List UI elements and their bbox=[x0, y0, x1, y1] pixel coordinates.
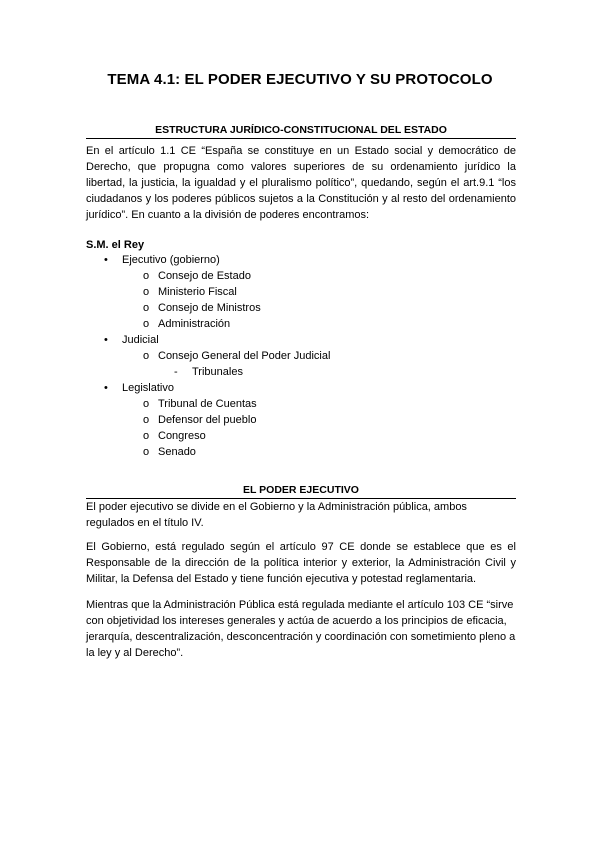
circle-bullet-icon: o bbox=[143, 318, 150, 330]
list-item: Administración bbox=[158, 318, 231, 330]
intro-paragraph: En el artículo 1.1 CE “España se constituye en un Estado social y democrático de Derecho, que propugna como valores superiores de su ordenamiento jurídico la libertad, la justicia, la igualdad y el pluralismo político”, quedando, según el art.9.1 “los ciudadanos y los poderes públicos sujetos a la Constitución y al resto del ordenamiento jurídico”. En cuanto a la división de poderes encontramos: bbox=[86, 145, 516, 221]
circle-bullet-icon: o bbox=[143, 270, 150, 282]
paragraph: El poder ejecutivo se divide en el Gobierno y la Administración pública, ambos regulados en el título IV. bbox=[86, 501, 467, 529]
dash-bullet-icon: - bbox=[174, 366, 178, 378]
paragraph: El Gobierno, está regulado según el artículo 97 CE donde se establece que es el Responsable de la dirección de la política interior y exterior, la Administración Civil y Militar, la Defensa del Estado y tiene función ejecutiva y potestad reglamentaria. bbox=[86, 541, 516, 585]
list-item: Senado bbox=[158, 446, 196, 458]
list-item: Consejo de Ministros bbox=[158, 302, 261, 314]
section-heading-executive: EL PODER EJECUTIVO bbox=[86, 484, 516, 499]
section-heading-structure: ESTRUCTURA JURÍDICO-CONSTITUCIONAL DEL ESTADO bbox=[86, 124, 516, 139]
circle-bullet-icon: o bbox=[143, 350, 150, 362]
list-item: Consejo General del Poder Judicial bbox=[158, 350, 331, 362]
bullet-icon: • bbox=[104, 382, 108, 394]
power-executive: Ejecutivo (gobierno) bbox=[122, 254, 220, 266]
bullet-icon: • bbox=[104, 254, 108, 266]
circle-bullet-icon: o bbox=[143, 430, 150, 442]
circle-bullet-icon: o bbox=[143, 286, 150, 298]
circle-bullet-icon: o bbox=[143, 414, 150, 426]
list-item: Congreso bbox=[158, 430, 206, 442]
circle-bullet-icon: o bbox=[143, 302, 150, 314]
king-label: S.M. el Rey bbox=[86, 239, 145, 251]
list-item: Ministerio Fiscal bbox=[158, 286, 237, 298]
page-title: TEMA 4.1: EL PODER EJECUTIVO Y SU PROTOCOLO bbox=[107, 71, 493, 88]
list-item: Defensor del pueblo bbox=[158, 414, 257, 426]
list-item: Tribunales bbox=[192, 366, 243, 378]
list-item: Tribunal de Cuentas bbox=[158, 398, 257, 410]
paragraph: Mientras que la Administración Pública está regulada mediante el artículo 103 CE “sirve con objetividad los intereses generales y actúa de acuerdo a los principios de eficacia, jerarquía, descentralización, desconcentración y coordinación con sometimiento pleno a la ley y al Derecho”. bbox=[86, 599, 516, 659]
list-item: Consejo de Estado bbox=[158, 270, 251, 282]
bullet-icon: • bbox=[104, 334, 108, 346]
power-judicial: Judicial bbox=[122, 334, 159, 346]
power-legislative: Legislativo bbox=[122, 382, 174, 394]
circle-bullet-icon: o bbox=[143, 398, 150, 410]
circle-bullet-icon: o bbox=[143, 446, 150, 458]
